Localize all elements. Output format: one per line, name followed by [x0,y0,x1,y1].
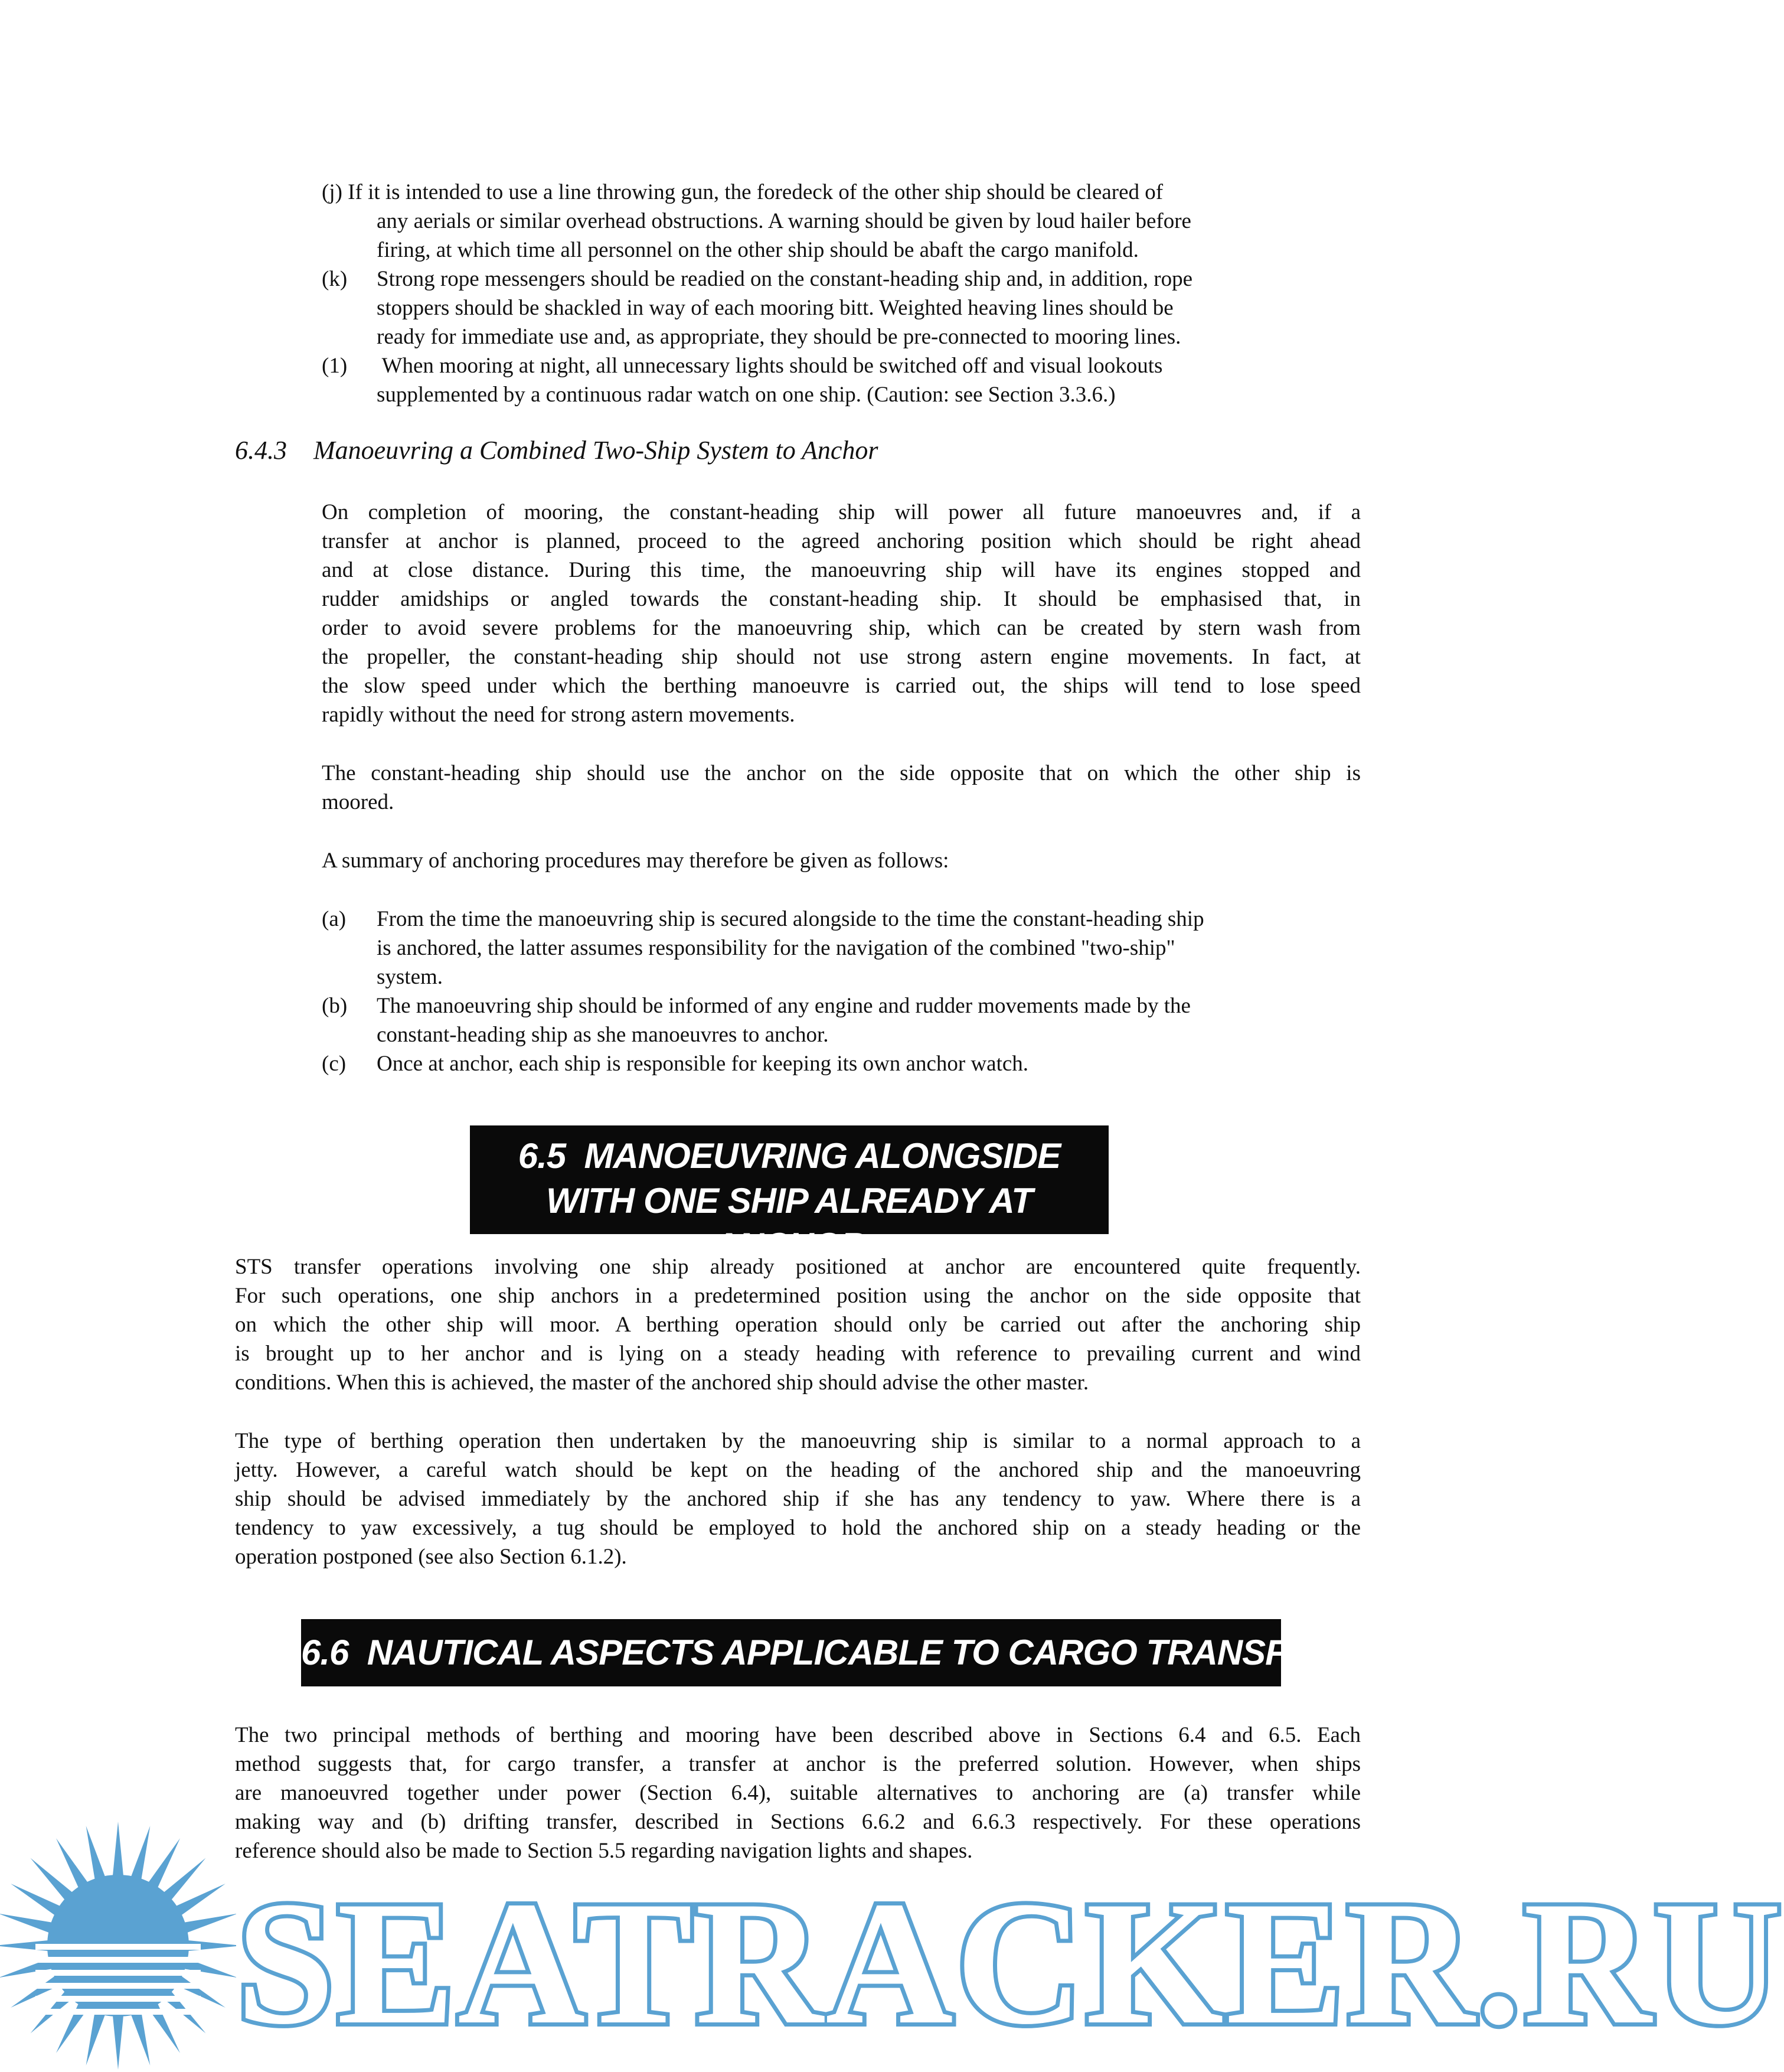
sun-ray [112,1822,124,1881]
paragraph-6-4-3-3: A summary of anchoring procedures may therefore be given as follows: [322,849,949,873]
list-item-c-line-1: Once at anchor, each ship is responsible for keeping its own anchor watch. [377,1052,1029,1076]
sun-ray [129,1826,151,1885]
paragraph-line: making way and (b) drifting transfer, described in Sections 6.6.2 and 6.6.3 respectively. For these operations [235,1810,1361,1834]
list-item-l-line-1: When mooring at night, all unnecessary lights should be switched off and visual lookouts [377,354,1163,378]
section-number: 6.4.3 [235,436,287,465]
sun-ray [129,2006,151,2066]
list-item-a-line-2: is anchored, the latter assumes responsibility for the navigation of the combined "two-ship" [377,936,1175,960]
section-heading-6-4-3 [235,434,878,467]
paragraph-line: reference should also be made to Section 5.5 regarding navigation lights and shapes. [235,1839,973,1863]
list-item-b-label: (b) [322,994,348,1018]
sun-ray [86,1826,107,1885]
paragraph-line: On completion of mooring, the constant-heading ship will power all future manoeuvres and, if a [322,500,1361,524]
list-item-j-line-1: (j) If it is intended to use a line throwing gun, the foredeck of the other ship should be cleared of [322,180,1164,204]
paragraph-line: is brought up to her anchor and is lying on a steady heading with reference to prevailing current and wind [235,1342,1361,1366]
list-item-a-line-1: From the time the manoeuvring ship is secured alongside to the time the constant-heading ship [377,907,1204,931]
paragraph-line: The constant-heading ship should use the anchor on the side opposite that on which the other ship is [322,761,1361,785]
section-title: Manoeuvring a Combined Two-Ship System to Anchor [313,436,878,465]
paragraph-line: moored. [322,790,394,814]
list-item-l-line-2: supplemented by a continuous radar watch on one ship. (Caution: see Section 3.3.6.) [377,383,1116,407]
paragraph-line: rudder amidships or angled towards the constant-heading ship. It should be emphasised that, in [322,587,1361,611]
list-item-l-label: (1) [322,354,348,378]
paragraph-line: The two principal methods of berthing and mooring have been described above in Sections 6.4 and 6.5. Each [235,1723,1361,1747]
list-item-a-label: (a) [322,907,347,931]
banner-line-1: 6.5 MANOEUVRING ALONGSIDE [518,1136,1061,1176]
list-item-b-line-1: The manoeuvring ship should be informed of any engine and rudder movements made by the [377,994,1191,1018]
sun-logo-icon [0,1819,236,2072]
paragraph-line: method suggests that, for cargo transfer, a transfer at anchor is the preferred solution. However, when ships [235,1752,1361,1776]
banner-line-2: WITH ONE SHIP ALREADY AT ANCHOR [546,1181,1033,1265]
list-item-k-label: (k) [322,267,348,291]
paragraph-line: are manoeuvred together under power (Section 6.4), suitable alternatives to anchoring are (a) transfer while [235,1781,1361,1805]
paragraph-line: and at close distance. During this time, the manoeuvring ship will have its engines stopped and [322,558,1361,582]
paragraph-line: order to avoid severe problems for the manoeuvring ship, which can be created by stern wash from [322,616,1361,640]
paragraph-line: ship should be advised immediately by the anchored ship if she has any tendency to yaw. Where there is a [235,1487,1361,1511]
list-item-b-line-2: constant-heading ship as she manoeuvres to anchor. [377,1023,829,1047]
list-item-j-line-2: any aerials or similar overhead obstructions. A warning should be given by loud hailer before [377,209,1191,233]
list-item-k-line-3: ready for immediate use and, as appropriate, they should be pre-connected to mooring lines. [377,325,1181,349]
paragraph-line: For such operations, one ship anchors in a predetermined position using the anchor on the side opposite that [235,1284,1361,1308]
paragraph-line: rapidly without the need for strong astern movements. [322,703,795,727]
paragraph-line: operation postponed (see also Section 6.1.2). [235,1545,627,1569]
paragraph-line: on which the other ship will moor. A berthing operation should only be carried out after the anchoring ship [235,1313,1361,1337]
paragraph-line: The type of berthing operation then undertaken by the manoeuvring ship is similar to a normal approach to a [235,1429,1361,1453]
list-item-k-line-1: Strong rope messengers should be readied on the constant-heading ship and, in addition, rope [377,267,1193,291]
list-item-k-line-2: stoppers should be shackled in way of each mooring bitt. Weighted heaving lines should be [377,296,1174,320]
list-item-j-line-3: firing, at which time all personnel on the other ship should be abaft the cargo manifold. [377,238,1139,262]
paragraph-line: tendency to yaw excessively, a tug should be employed to hold the anchored ship on a steady heading or the [235,1516,1361,1540]
list-item-a-line-3: system. [377,965,443,989]
paragraph-line: the slow speed under which the berthing manoeuvre is carried out, the ships will tend to lose speed [322,674,1361,698]
sun-ray [112,2011,124,2070]
section-banner-6-5 [470,1125,1109,1265]
section-banner-6-6 [301,1619,1335,1686]
paragraph-line: the propeller, the constant-heading ship should not use strong astern engine movements. In fact, at [322,645,1361,669]
sun-ray [0,1914,57,1935]
banner-text: 6.6 NAUTICAL ASPECTS APPLICABLE TO CARGO TRANSFER [301,1633,1335,1672]
list-item-c-label: (c) [322,1052,347,1076]
paragraph-line: STS transfer operations involving one ship already positioned at anchor are encountered quite frequently. [235,1255,1361,1279]
sun-ray [86,2006,107,2066]
sun-ray [179,1914,238,1935]
paragraph-line: transfer at anchor is planned, proceed to the agreed anchoring position which should be right ahead [322,529,1361,553]
paragraph-line: conditions. When this is achieved, the master of the anchored ship should advise the other master. [235,1371,1089,1395]
paragraph-line: jetty. However, a careful watch should be kept on the heading of the anchored ship and the manoeuvring [235,1458,1361,1482]
watermark-text: SEATRACKER.RU [236,1865,1784,2061]
